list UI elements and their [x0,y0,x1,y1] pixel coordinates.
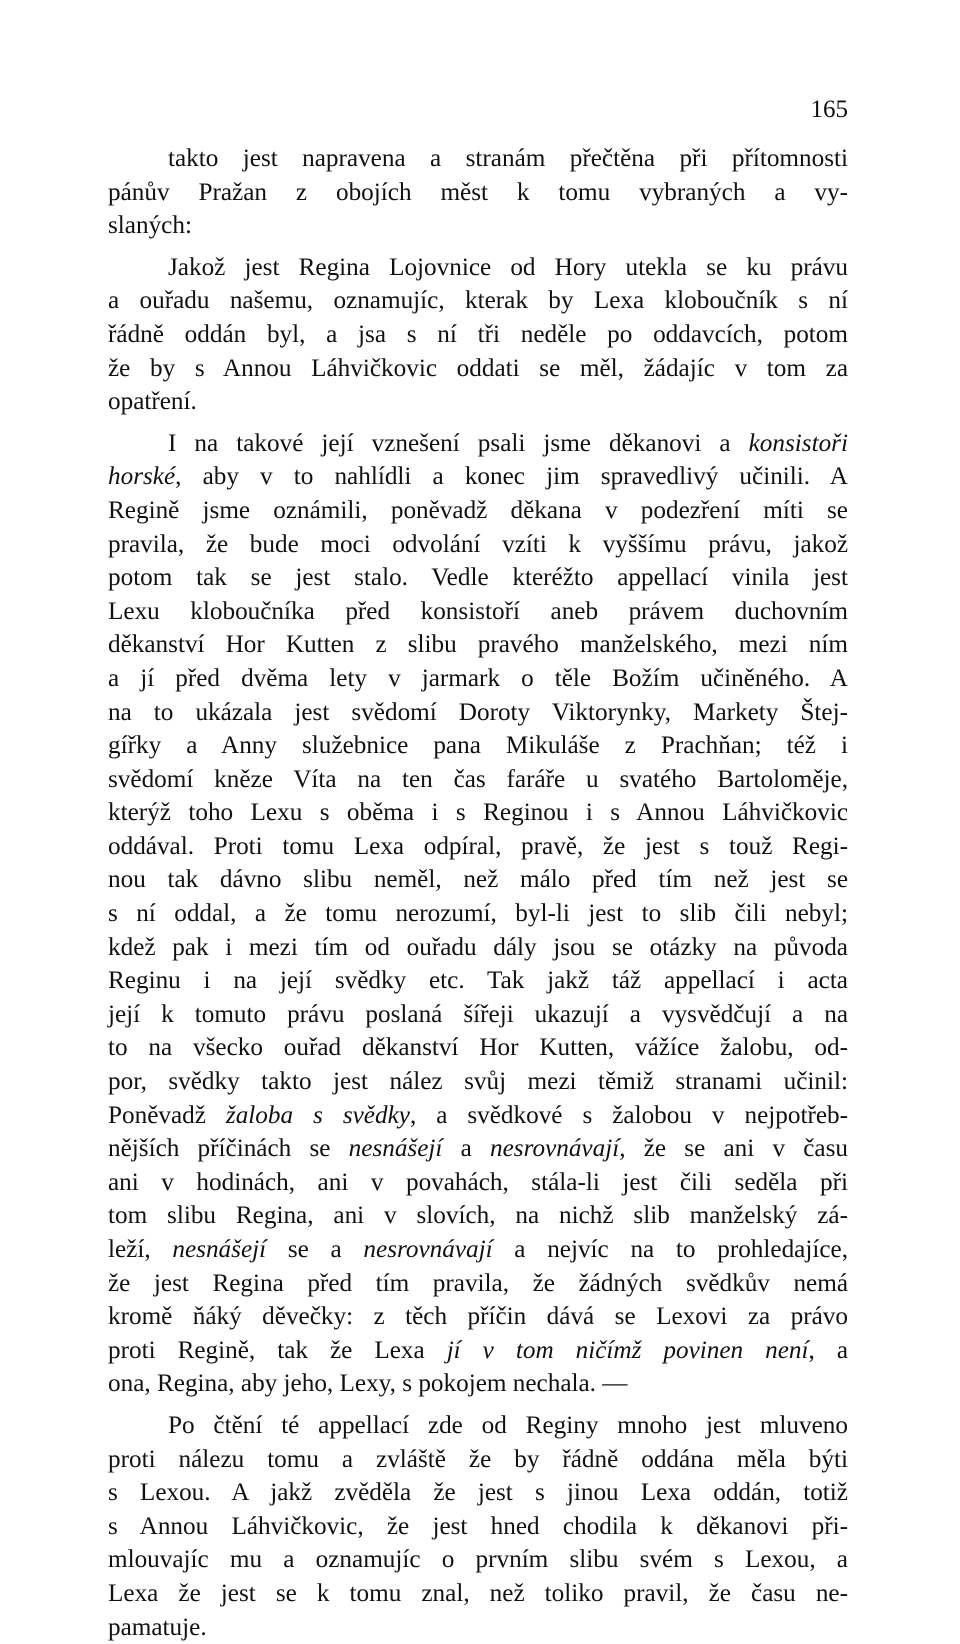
text-line: Lexa že jest se k tomu znal, než toliko pravil, že času ne- [108,1579,848,1607]
text-line: s Lexou. A jakž zvěděla že jest s jinou Lexa oddán, totiž [108,1479,848,1507]
text-line: s ní oddal, a že tomu nerozumí, byl-li jest to slib čili nebyl; [108,900,848,928]
text-line: její k tomuto právu poslaná šířeji ukazují a vysvědčují a na [108,1000,848,1028]
page-number: 165 [810,96,848,123]
text-line: pravila, že bude moci odvolání vzíti k vyššímu právu, jakož [108,530,848,558]
text-line: I na takové její vznešení psali jsme děkanovi a konsistoři [168,429,848,457]
text-line: kdež pak i mezi tím od ouřadu dály jsou se otázky na původa [108,933,848,961]
text-line: Reginu i na její svědky etc. Tak jakž táž appellací i acta [108,967,848,995]
text-line: nějších příčinách se nesnášejí a nesrovnávají, že se ani v času [108,1135,849,1163]
text-line: proti nálezu tomu a zvláště že by řádně oddána měla býti [108,1445,848,1473]
text-line: por, svědky takto jest nález svůj mezi těmiž stranami učinil: [108,1068,848,1096]
paragraph [108,427,848,1401]
text-line: potom tak se jest stalo. Vedle kteréžto appellací vinila jest [108,564,848,592]
text-line: takto jest napravena a stranám přečtěna při přítomnosti [168,145,848,172]
text-line: tom slibu Regina, ani v slovích, na nichž slib manželský zá- [108,1202,848,1230]
text-line: to na všecko ouřad děkanství Hor Kutten, vážíce žalobu, od- [108,1034,848,1062]
text-line: a jí před dvěma lety v jarmark o těle Božím učiněného. A [108,664,848,692]
paragraph-gap [108,1401,848,1409]
paragraph [108,1409,848,1644]
text-line: pánův Pražan z obojích měst k tomu vybraných a vy- [108,178,848,206]
text-line: děkanství Hor Kutten z slibu pravého manželského, mezi ním [108,631,848,659]
text-line: řádně oddán byl, a jsa s ní tři neděle po oddavcích, potom [108,320,848,348]
text-line: pamatuje. [108,1613,207,1641]
text-line: a ouřadu našemu, oznamujíc, kterak by Lexa kloboučník s ní [108,287,848,315]
text-line: Regině jsme oznámili, poněvadž děkana v podezření míti se [108,496,848,524]
text-line: mlouvajíc mu a oznamujíc o prvním slibu svém s Lexou, a [108,1546,848,1574]
text-line: kterýž toho Lexu s oběma i s Reginou i s Annou Láhvičkovic [108,799,848,827]
text-line: oddával. Proti tomu Lexa odpíral, pravě, že jest s touž Regi- [108,832,848,860]
paragraph [108,142,848,243]
text-line: Po čtění té appellací zde od Reginy mnoho jest mluveno [168,1411,848,1439]
paragraph [108,251,848,419]
text-line: opatření. [108,388,197,416]
text-line: Jakož jest Regina Lojovnice od Hory utekla se ku právu [168,253,848,281]
text-line: slaných: [108,212,192,240]
text-line: Poněvadž žaloba s svědky, a svědkové s žalobou v nejpotřeb- [108,1101,848,1129]
text-line: že by s Annou Láhvičkovic oddati se měl, žádajíc v tom za [108,354,848,382]
text-line: na to ukázala jest svědomí Doroty Viktorynky, Markety Štej- [108,698,848,726]
text-line: svědomí kněze Víta na ten čas faráře u svatého Bartoloměje, [108,765,848,793]
text-line: Lexu kloboučníka před konsistoří aneb právem duchovním [108,597,848,625]
text-line: kromě ňáký děvečky: z těch příčin dává se Lexovi za právo [108,1303,848,1331]
body-text [108,142,848,1644]
text-line: ona, Regina, aby jeho, Lexy, s pokojem nechala. — [108,1370,628,1398]
text-line: leží, nesnášejí se a nesrovnávají a nejvíc na to prohledajíce, [108,1236,849,1263]
text-line: gířky a Anny služebnice pana Mikuláše z Prachňan; též i [108,732,848,760]
text-line: s Annou Láhvičkovic, že jest hned chodila k děkanovi při- [108,1512,848,1540]
paragraph-gap [108,243,848,251]
paragraph-gap [108,419,848,427]
text-line: proti Regině, tak že Lexa jí v tom ničímž povinen není, a [108,1336,848,1364]
text-line: ani v hodinách, ani v povahách, stála-li jest čili seděla při [108,1168,848,1196]
text-line: horské, aby v to nahlídli a konec jim spravedlivý učinili. A [108,463,848,491]
text-line: nou tak dávno slibu neměl, než málo před tím než jest se [108,866,848,894]
text-line: že jest Regina před tím pravila, že žádných svědkův nemá [108,1269,848,1297]
